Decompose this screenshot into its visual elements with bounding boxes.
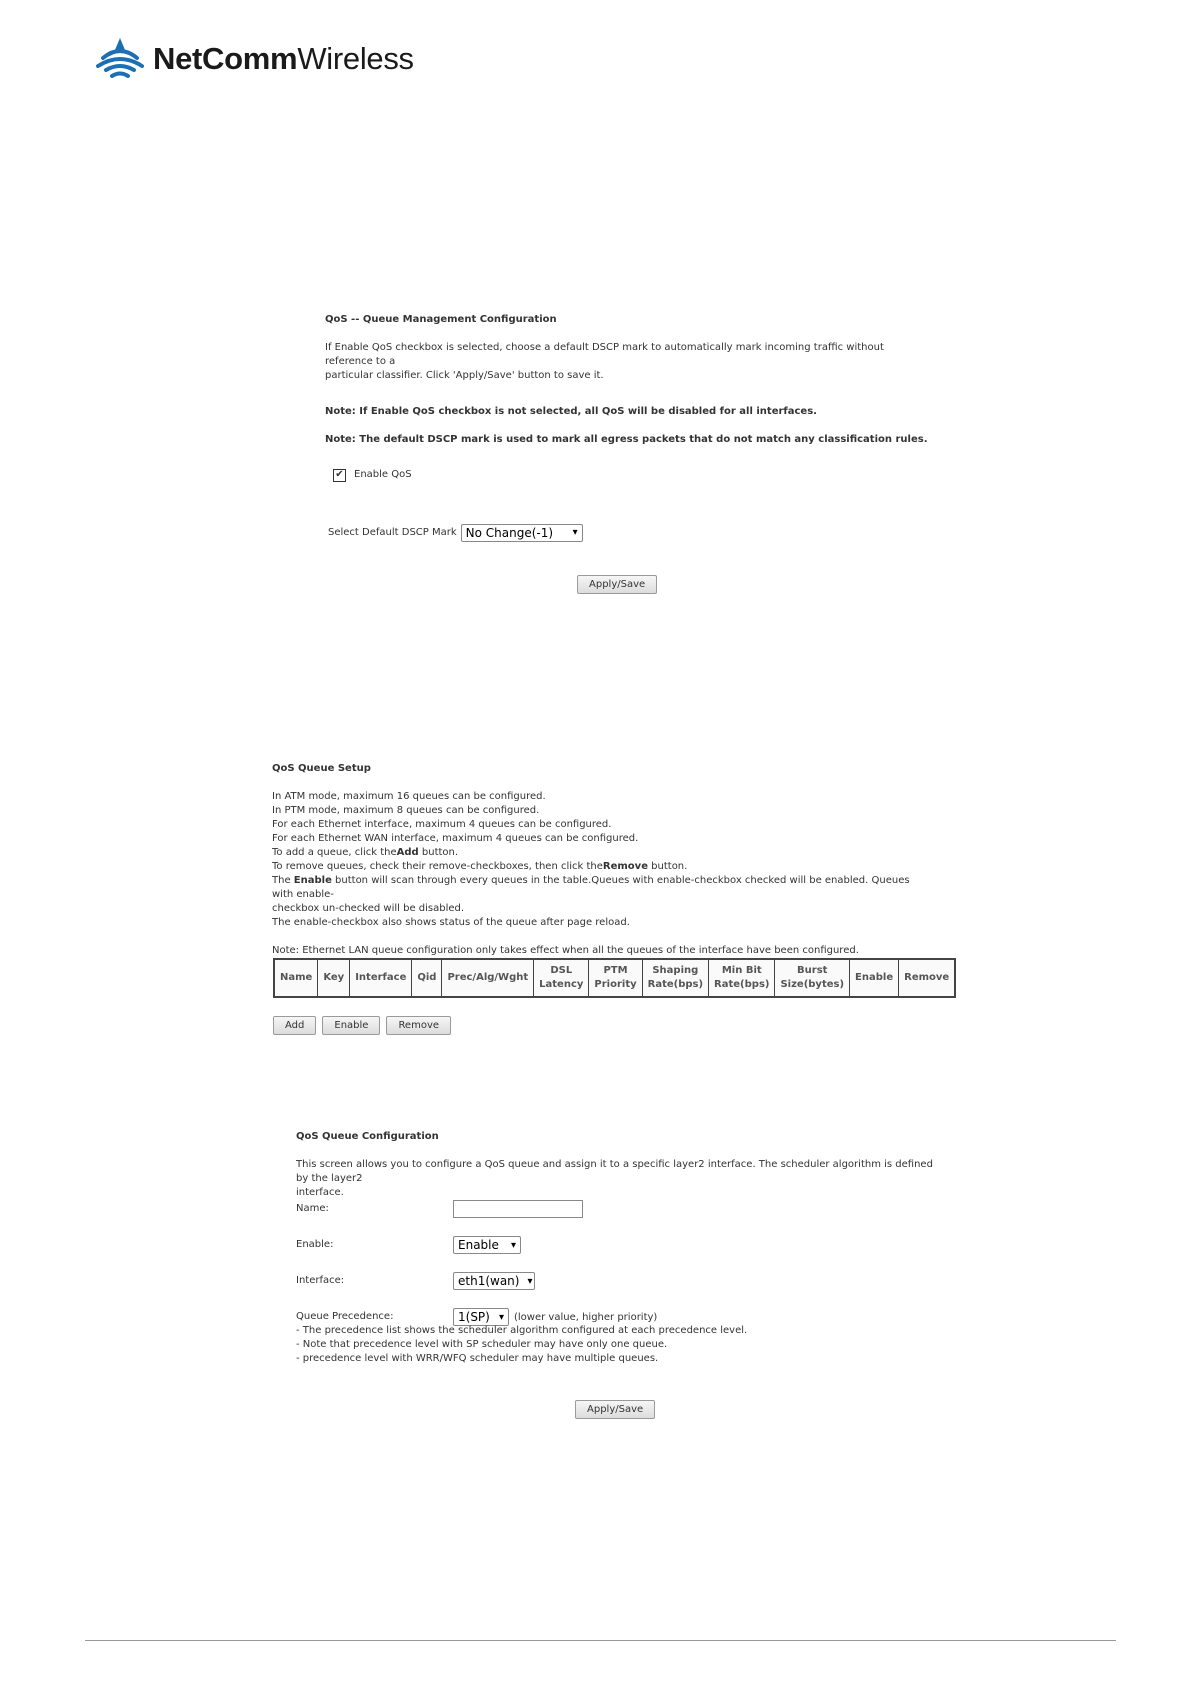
col-qid: Qid — [412, 959, 442, 997]
col-key: Key — [318, 959, 350, 997]
remove-button[interactable]: Remove — [386, 1016, 451, 1035]
section3-title: QoS Queue Configuration — [296, 1131, 439, 1142]
queue-actions — [273, 1016, 451, 1035]
section2-title: QoS Queue Setup — [272, 763, 371, 774]
section1-note1: Note: If Enable QoS checkbox is not selected, all QoS will be disabled for all interfaces. — [325, 406, 817, 417]
queue-table — [273, 958, 956, 998]
chevron-down-icon: ▾ — [527, 1275, 533, 1287]
enable-select[interactable]: Enable ▾ — [453, 1236, 521, 1254]
enable-label: Enable: — [296, 1239, 334, 1250]
section1-title: QoS -- Queue Management Configuration — [325, 314, 557, 325]
name-label: Name: — [296, 1203, 329, 1214]
interface-label: Interface: — [296, 1275, 345, 1286]
brand-name: NetCommWireless — [153, 41, 414, 76]
precedence-notes: - The precedence list shows the scheduler algorithm configured at each precedence level. - Note that precedence level with SP scheduler may have only one queue. - precedence level with WRR/WFQ scheduler may have multiple queues. — [296, 1325, 748, 1364]
enable-button[interactable]: Enable — [322, 1016, 380, 1035]
interface-select[interactable]: eth1(wan) ▾ — [453, 1272, 535, 1290]
precedence-label: Queue Precedence: — [296, 1311, 394, 1322]
section3-intro: This screen allows you to configure a QoS queue and assign it to a specific layer2 interface. The scheduler algorithm is defined by the layer2 interface. — [296, 1159, 933, 1198]
col-name: Name — [274, 959, 318, 997]
enable-qos-row — [333, 468, 412, 482]
apply-save-button-2[interactable]: Apply/Save — [575, 1400, 655, 1419]
section2-instructions: In ATM mode, maximum 16 queues can be configured. In PTM mode, maximum 8 queues can be configured. For each Ethernet interface, maximum 4 queues can be configured. For each Ethernet WAN interface, maximum 4 queues can be configured. To add a queue, click theAdd button. To remove queues, check their remove-checkboxes, then click theRemove button. The Enable button will scan through every queues in the table.Queues with enable-checkbox checked will be enabled. Queues with enable- checkbox un-checked will be disabled. The enable-checkbox also shows status of the queue after page reload. Note: Ethernet LAN queue configuration only takes effect when all the queues of the interface have been configured. — [272, 791, 910, 956]
dscp-select[interactable]: No Change(-1) ▾ — [461, 524, 583, 542]
col-min-bit-rate: Min Bit Rate(bps) — [709, 959, 775, 997]
col-prec-alg-wght: Prec/Alg/Wght — [442, 959, 534, 997]
name-input[interactable] — [453, 1200, 583, 1218]
footer-divider — [85, 1640, 1116, 1641]
section1-note2: Note: The default DSCP mark is used to mark all egress packets that do not match any classification rules. — [325, 434, 928, 445]
precedence-hint: (lower value, higher priority) — [514, 1312, 658, 1323]
chevron-down-icon: ▾ — [572, 527, 578, 538]
enable-qos-label: Enable QoS — [354, 469, 412, 480]
col-ptm-priority: PTM Priority — [589, 959, 642, 997]
precedence-select[interactable]: 1(SP) ▾ — [453, 1308, 509, 1326]
chevron-down-icon: ▾ — [498, 1311, 504, 1323]
col-enable: Enable — [850, 959, 899, 997]
apply-save-button[interactable]: Apply/Save — [577, 575, 657, 594]
wireless-signal-icon — [95, 36, 145, 82]
enable-qos-checkbox[interactable]: ✔ — [333, 469, 346, 482]
col-interface: Interface — [350, 959, 412, 997]
section1-intro: If Enable QoS checkbox is selected, choose a default DSCP mark to automatically mark incoming traffic without reference to a particular classifier. Click 'Apply/Save' button to save it. — [325, 342, 884, 381]
add-button[interactable]: Add — [273, 1016, 316, 1035]
netcomm-logo — [95, 34, 414, 84]
col-dsl-latency: DSL Latency — [534, 959, 589, 997]
dscp-label: Select Default DSCP Mark — [328, 527, 457, 538]
chevron-down-icon: ▾ — [510, 1239, 516, 1251]
col-remove: Remove — [899, 959, 956, 997]
dscp-row — [328, 524, 583, 542]
col-burst-size: Burst Size(bytes) — [775, 959, 850, 997]
col-shaping-rate: Shaping Rate(bps) — [642, 959, 708, 997]
